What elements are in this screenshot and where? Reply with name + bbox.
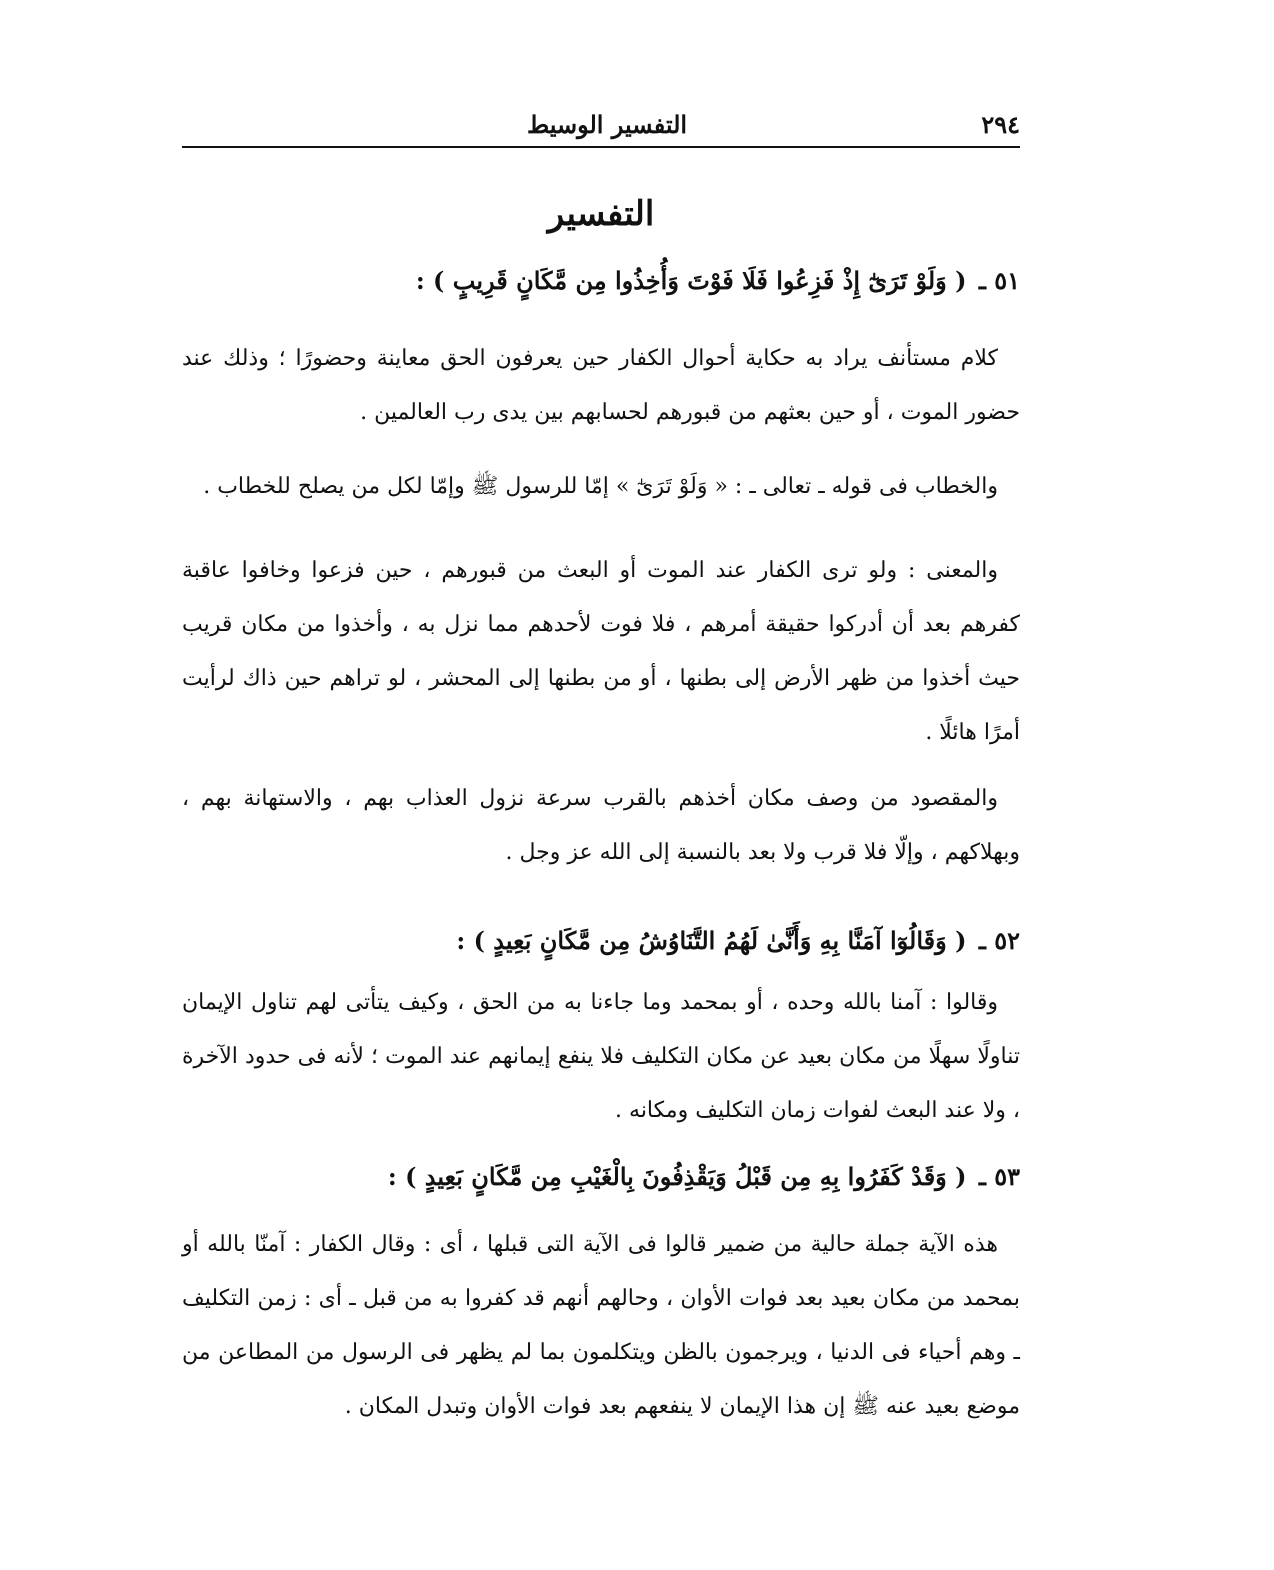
paragraph-text: هذه الآية جملة حالية من ضمير قالوا فى الآية التى قبلها ، أى : وقال الكفار : آمنّا بالله أو بمحمد من مكان بعيد بعد فوات الأوان ، وحالهم أنهم قد كفروا به من قبل ـ أى : زمن التكليف ـ وهم أحياء فى الدنيا ، ويرجمون بالظن ويتكلمون بما لم يظهر فى الرسول من المطاعن من موضع بعيد عنه ﷺ إن هذا الإيمان لا ينفعهم بعد فوات الأوان وتبدل المكان . — [182, 1232, 1020, 1419]
verse-number: ٥٢ ـ — [978, 926, 1020, 955]
section-title: التفسير — [547, 194, 655, 234]
paragraph-text: وقالوا : آمنا بالله وحده ، أو بمحمد وما جاءنا به من الحق ، وكيف يتأتى لهم تناول الإيمان تناولًا سهلًا من مكان بعيد عن مكان التكليف فلا ينفع إيمانهم عند الموت ؛ لأنه فى حدود الآخرة ، ولا عند البعث لفوات زمان التكليف ومكانه . — [182, 990, 1020, 1123]
page-number: ٢٩٤ — [981, 110, 1020, 139]
verse-text: ( وَلَوْ تَرَىٰٓ إِذْ فَزِعُوا فَلَا فَوْتَ وَأُخِذُوا مِن مَّكَانٍ قَرِيبٍ ) : — [415, 266, 967, 295]
verse-heading — [182, 262, 1020, 300]
paragraph — [182, 460, 1020, 514]
verse-heading — [182, 922, 1020, 960]
verse-number: ٥١ ـ — [978, 266, 1020, 295]
paragraph — [182, 332, 1020, 440]
paragraph-text: والمقصود من وصف مكان أخذهم بالقرب سرعة نزول العذاب بهم ، والاستهانة بهم ، وبهلاكهم ، وإلّا فلا قرب ولا بعد بالنسبة إلى الله عز وجل . — [182, 786, 1020, 865]
page-header — [182, 106, 1020, 148]
verse-number: ٥٣ ـ — [978, 1162, 1020, 1191]
verse-text: ( وَقَالُوٓا آمَنَّا بِهِ وَأَنَّىٰ لَهُمُ التَّنَاوُشُ مِن مَّكَانٍ بَعِيدٍ ) : — [456, 926, 967, 955]
paragraph — [182, 772, 1020, 880]
paragraph — [182, 544, 1020, 760]
running-title: التفسير الوسيط — [526, 110, 688, 139]
paragraph-text: والمعنى : ولو ترى الكفار عند الموت أو البعث من قبورهم ، حين فزعوا وخافوا عاقبة كفرهم بعد أن أدركوا حقيقة أمرهم ، فلا فوت لأحدهم مما نزل به ، وأخذوا من مكان قريب حيث أخذوا من ظهر الأرض إلى بطنها ، أو من بطنها إلى المحشر ، لو تراهم حين ذاك لرأيت أمرًا هائلًا . — [182, 558, 1020, 745]
verse-heading — [182, 1158, 1020, 1196]
paragraph — [182, 976, 1020, 1138]
book-page — [182, 96, 1020, 1456]
paragraph-text: والخطاب فى قوله ـ تعالى ـ : « وَلَوْ تَرَىٰٓ » إمّا للرسول ﷺ وإمّا لكل من يصلح للخطاب . — [203, 474, 998, 499]
paragraph — [182, 1218, 1020, 1434]
verse-text: ( وَقَدْ كَفَرُوا بِهِ مِن قَبْلُ وَيَقْذِفُونَ بِالْغَيْبِ مِن مَّكَانٍ بَعِيدٍ ) : — [387, 1162, 967, 1191]
paragraph-text: كلام مستأنف يراد به حكاية أحوال الكفار حين يعرفون الحق معاينة وحضورًا ؛ وذلك عند حضور الموت ، أو حين بعثهم من قبورهم لحسابهم بين يدى رب العالمين . — [182, 346, 1020, 425]
